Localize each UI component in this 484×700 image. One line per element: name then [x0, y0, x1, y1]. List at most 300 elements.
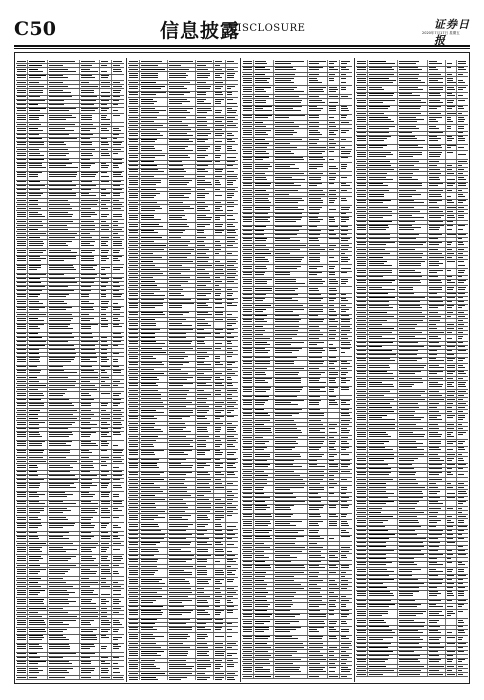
text-line: [227, 112, 237, 113]
text-line: [49, 333, 72, 334]
table-cell: [80, 653, 100, 656]
table-cell: [16, 294, 28, 300]
table-cell: [28, 370, 48, 376]
text-line: [29, 549, 40, 550]
text-line: [29, 608, 46, 609]
section-title-english: DISCLOSURE: [229, 23, 305, 34]
text-line: [113, 372, 122, 373]
text-line: [227, 146, 232, 147]
table-cell: [80, 384, 100, 387]
text-line: [17, 124, 27, 125]
table-cell: [100, 274, 112, 277]
table-cell: [196, 60, 214, 63]
text-line: [113, 646, 122, 647]
table-cell: [100, 357, 112, 365]
text-line: [101, 117, 107, 118]
text-line: [81, 294, 90, 295]
table-cell: [128, 107, 140, 115]
text-line: [129, 99, 139, 100]
table-cell: [100, 108, 112, 114]
text-line: [17, 366, 27, 367]
text-line: [81, 290, 91, 291]
table-cell: [128, 68, 140, 71]
table-cell: [28, 104, 48, 107]
text-line: [81, 77, 96, 78]
text-line: [169, 150, 193, 151]
text-line: [81, 258, 95, 259]
text-line: [29, 208, 41, 209]
text-line: [101, 243, 106, 244]
table-cell: [112, 441, 124, 449]
issue-date: 2020年7月17日 星期五: [422, 31, 460, 36]
table-cell: [28, 341, 48, 344]
text-line: [29, 337, 42, 338]
table-cell: [28, 417, 48, 420]
table-cell: [80, 607, 100, 610]
table-cell: [112, 85, 124, 88]
text-line: [113, 69, 121, 70]
table-cell: [140, 85, 168, 91]
text-line: [17, 501, 27, 502]
table-cell: [28, 479, 48, 482]
text-line: [129, 139, 139, 140]
text-line: [17, 648, 27, 649]
table-cell: [100, 388, 112, 391]
text-line: [129, 75, 139, 76]
text-line: [101, 560, 110, 561]
text-line: [29, 532, 38, 533]
text-line: [227, 86, 236, 87]
text-line: [81, 395, 92, 396]
table-cell: [100, 236, 112, 239]
text-line: [101, 635, 106, 636]
disclosure-table-column-1: [16, 60, 124, 680]
table-cell: [100, 376, 112, 379]
text-line: [113, 237, 120, 238]
text-line: [29, 670, 43, 671]
text-line: [169, 155, 188, 156]
text-line: [113, 608, 122, 609]
text-line: [17, 294, 27, 295]
text-line: [49, 492, 66, 493]
table-cell: [128, 120, 140, 123]
text-line: [101, 124, 111, 125]
text-line: [29, 558, 44, 559]
text-line: [17, 461, 27, 462]
column-separator: [126, 58, 127, 682]
text-line: [49, 189, 72, 190]
text-line: [29, 326, 39, 327]
text-line: [113, 286, 120, 287]
text-line: [113, 61, 123, 62]
text-line: [17, 543, 27, 544]
table-cell: [48, 324, 80, 332]
text-line: [113, 96, 120, 97]
table-cell: [16, 475, 28, 478]
text-line: [81, 532, 91, 533]
text-line: [113, 560, 122, 561]
text-line: [49, 172, 77, 173]
table-cell: [214, 165, 226, 168]
text-line: [29, 294, 40, 295]
text-line: [215, 206, 222, 207]
text-line: [101, 359, 110, 360]
text-line: [141, 157, 155, 158]
text-line: [17, 181, 27, 182]
text-line: [113, 163, 123, 164]
table-cell: [226, 205, 238, 213]
text-line: [113, 90, 121, 91]
table-cell: [100, 345, 112, 348]
text-line: [49, 461, 77, 462]
text-line: [113, 318, 118, 319]
table-cell: [100, 471, 112, 474]
table-cell: [80, 345, 100, 348]
text-line: [227, 148, 232, 149]
text-line: [17, 508, 27, 509]
text-line: [101, 75, 110, 76]
text-line: [81, 269, 95, 270]
table-cell: [112, 324, 124, 332]
text-line: [81, 450, 89, 451]
table-cell: [28, 384, 48, 387]
text-line: [49, 517, 67, 518]
text-line: [141, 129, 157, 130]
table-cell: [28, 148, 48, 151]
text-line: [29, 349, 39, 350]
text-line: [215, 208, 221, 209]
table-cell: [226, 132, 238, 138]
table-cell: [112, 661, 124, 667]
text-line: [49, 200, 68, 201]
table-cell: [48, 64, 80, 67]
table-cell: [128, 60, 140, 63]
text-line: [129, 65, 139, 66]
text-line: [17, 405, 27, 406]
text-line: [113, 290, 120, 291]
table-cell: [128, 85, 140, 91]
text-line: [141, 86, 166, 87]
table-cell: [196, 161, 214, 164]
table-cell: [48, 653, 80, 656]
text-line: [29, 496, 39, 497]
table-cell: [128, 188, 140, 191]
table-cell: [100, 232, 112, 235]
table-cell: [128, 161, 140, 164]
text-line: [113, 672, 120, 673]
table-cell: [16, 653, 28, 656]
table-cell: [16, 163, 28, 171]
text-line: [17, 153, 27, 154]
text-line: [29, 538, 40, 539]
text-line: [49, 269, 76, 270]
text-line: [17, 485, 27, 486]
text-line: [29, 501, 39, 502]
table-cell: [100, 181, 112, 184]
text-line: [113, 195, 121, 196]
text-line: [215, 171, 222, 172]
table-cell: [48, 89, 80, 95]
text-line: [129, 129, 139, 130]
text-line: [169, 141, 193, 142]
table-cell: [16, 207, 28, 210]
text-line: [29, 436, 42, 437]
text-line: [113, 204, 123, 205]
table-cell: [16, 598, 28, 606]
table-cell: [48, 615, 80, 618]
table-cell: [16, 104, 28, 107]
table-cell: [28, 676, 48, 679]
text-line: [29, 159, 45, 160]
table-cell: [80, 300, 100, 306]
text-line: [113, 172, 123, 173]
text-line: [101, 661, 106, 662]
text-line: [49, 620, 76, 621]
text-line: [113, 353, 120, 354]
table-cell: [100, 349, 112, 352]
table-cell: [28, 657, 48, 660]
text-line: [49, 603, 70, 604]
table-cell: [48, 193, 80, 199]
table-cell: [226, 98, 238, 106]
table-cell: [196, 205, 214, 213]
table-cell: [100, 581, 112, 584]
text-line: [29, 483, 40, 484]
text-line: [101, 565, 109, 566]
text-line: [17, 193, 27, 194]
text-line: [17, 578, 27, 579]
text-line: [17, 538, 27, 539]
text-line: [101, 229, 109, 230]
text-line: [49, 560, 68, 561]
table-cell: [140, 81, 168, 84]
table-cell: [226, 192, 238, 200]
text-line: [113, 241, 123, 242]
text-line: [29, 551, 42, 552]
table-cell: [100, 441, 112, 449]
table-cell: [28, 189, 48, 192]
text-line: [113, 71, 123, 72]
table-cell: [100, 479, 112, 482]
table-cell: [16, 471, 28, 474]
text-line: [141, 180, 161, 181]
text-line: [81, 445, 98, 446]
table-cell: [168, 132, 196, 138]
text-line: [17, 523, 27, 524]
text-line: [141, 219, 161, 220]
text-line: [113, 243, 123, 244]
text-line: [227, 189, 235, 190]
text-line: [29, 445, 43, 446]
text-line: [101, 608, 107, 609]
text-line: [197, 146, 210, 147]
text-line: [49, 571, 69, 572]
text-line: [49, 119, 67, 120]
text-line: [113, 282, 119, 283]
text-line: [101, 65, 107, 66]
text-line: [101, 445, 108, 446]
text-line: [81, 208, 91, 209]
text-line: [113, 326, 122, 327]
table-cell: [100, 278, 112, 281]
table-cell: [48, 585, 80, 588]
text-line: [113, 104, 118, 105]
table-cell: [16, 456, 28, 459]
table-cell: [112, 501, 124, 507]
text-line: [197, 180, 206, 181]
table-cell: [16, 607, 28, 610]
text-line: [49, 452, 70, 453]
text-line: [29, 663, 39, 664]
text-line: [101, 405, 108, 406]
table-cell: [80, 341, 100, 344]
text-line: [17, 483, 27, 484]
text-line: [49, 648, 71, 649]
text-line: [169, 135, 193, 136]
table-cell: [226, 169, 238, 175]
table-cell: [28, 199, 48, 202]
text-line: [81, 71, 99, 72]
text-line: [169, 103, 182, 104]
text-line: [49, 252, 78, 253]
table-cell: [80, 224, 100, 227]
table-cell: [112, 345, 124, 348]
table-cell: [28, 300, 48, 306]
table-cell: [112, 585, 124, 588]
text-line: [227, 197, 233, 198]
table-cell: [100, 300, 112, 306]
text-line: [113, 432, 120, 433]
text-line: [49, 267, 74, 268]
text-line: [101, 349, 107, 350]
table-cell: [28, 211, 48, 219]
table-cell: [80, 294, 100, 300]
table-cell: [16, 185, 28, 188]
table-cell: [28, 516, 48, 522]
text-line: [49, 69, 68, 70]
text-line: [17, 357, 27, 358]
text-line: [113, 320, 120, 321]
text-line: [17, 163, 27, 164]
table-cell: [100, 577, 112, 580]
text-line: [129, 108, 139, 109]
table-cell: [28, 628, 48, 634]
text-line: [113, 341, 121, 342]
text-line: [29, 324, 45, 325]
text-line: [81, 225, 95, 226]
table-cell: [100, 207, 112, 210]
table-cell: [28, 441, 48, 449]
text-line: [49, 155, 66, 156]
text-line: [49, 185, 77, 186]
text-line: [169, 108, 193, 109]
table-row: [16, 589, 124, 598]
table-row: [16, 635, 124, 644]
text-line: [215, 86, 223, 87]
text-line: [129, 88, 139, 89]
text-line: [29, 345, 45, 346]
table-cell: [28, 307, 48, 313]
text-line: [141, 141, 155, 142]
table-cell: [128, 139, 140, 145]
text-line: [81, 571, 97, 572]
text-line: [101, 189, 106, 190]
table-cell: [80, 460, 100, 463]
text-line: [17, 172, 27, 173]
table-cell: [48, 492, 80, 500]
table-cell: [28, 357, 48, 365]
text-line: [81, 61, 95, 62]
text-line: [49, 130, 74, 131]
text-line: [17, 324, 27, 325]
table-cell: [28, 313, 48, 316]
text-line: [81, 393, 90, 394]
text-line: [101, 381, 106, 382]
text-line: [29, 635, 44, 636]
text-line: [227, 117, 235, 118]
text-line: [81, 90, 94, 91]
text-line: [129, 94, 139, 95]
table-cell: [28, 193, 48, 199]
text-line: [169, 182, 189, 183]
table-cell: [100, 324, 112, 332]
text-line: [113, 663, 119, 664]
text-line: [17, 252, 27, 253]
text-line: [29, 465, 38, 466]
text-line: [29, 165, 42, 166]
text-line: [113, 532, 119, 533]
text-line: [49, 657, 64, 658]
text-line: [113, 110, 119, 111]
text-line: [81, 432, 96, 433]
text-line: [227, 125, 236, 126]
text-line: [101, 508, 109, 509]
table-cell: [16, 265, 28, 273]
text-line: [101, 245, 109, 246]
table-cell: [80, 542, 100, 545]
table-cell: [196, 179, 214, 187]
text-line: [141, 94, 156, 95]
table-cell: [80, 89, 100, 95]
table-cell: [28, 501, 48, 507]
text-line: [113, 345, 119, 346]
text-line: [81, 314, 90, 315]
table-cell: [196, 85, 214, 91]
table-cell: [100, 60, 112, 63]
table-cell: [112, 370, 124, 376]
text-line: [49, 159, 70, 160]
text-line: [29, 461, 46, 462]
text-line: [81, 616, 98, 617]
text-line: [81, 243, 90, 244]
text-line: [17, 229, 27, 230]
table-cell: [48, 392, 80, 398]
table-cell: [112, 644, 124, 652]
text-line: [81, 337, 93, 338]
text-line: [17, 670, 27, 671]
text-line: [17, 328, 27, 329]
text-line: [101, 571, 110, 572]
text-line: [81, 599, 92, 600]
table-cell: [16, 333, 28, 336]
text-line: [81, 389, 98, 390]
text-line: [17, 616, 27, 617]
text-line: [17, 128, 27, 129]
text-line: [49, 214, 74, 215]
text-line: [197, 224, 210, 225]
text-line: [141, 182, 161, 183]
text-line: [113, 450, 123, 451]
